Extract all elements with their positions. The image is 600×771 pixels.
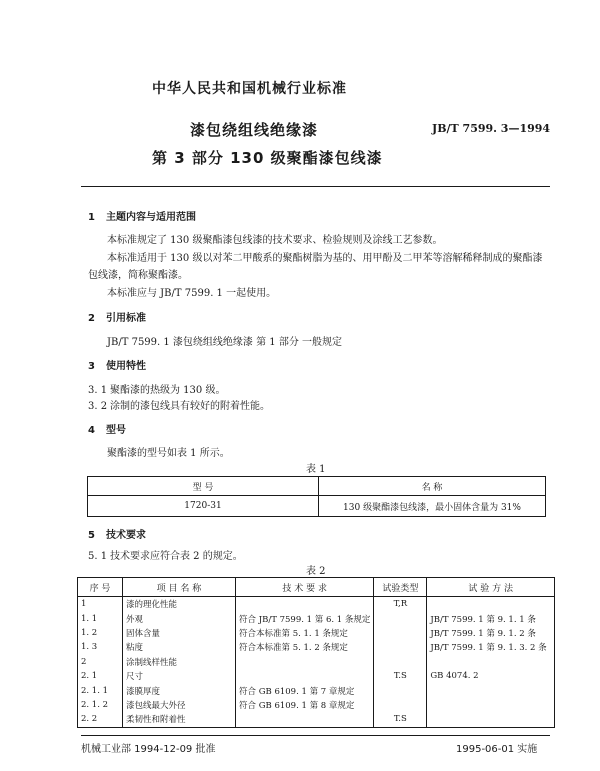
cell-seq: 2. 2 bbox=[78, 712, 123, 727]
document-title: 漆包绕组线绝缘漆 bbox=[190, 121, 319, 139]
section-title: 使用特性 bbox=[106, 361, 146, 372]
cell-requirement bbox=[236, 597, 374, 612]
implementation-date: 1995-06-01 实施 bbox=[456, 744, 538, 755]
cell-test-type bbox=[374, 698, 427, 712]
table-1-caption: 表 1 bbox=[306, 464, 326, 475]
cell-requirement bbox=[236, 712, 374, 727]
clause-number: 5. 1 bbox=[88, 551, 108, 562]
table-row bbox=[78, 712, 555, 727]
column-header-item: 项 目 名 称 bbox=[123, 578, 236, 597]
table-header-row bbox=[78, 578, 555, 597]
section-number: 5 bbox=[88, 530, 95, 541]
cell-model: 1720-31 bbox=[88, 496, 319, 517]
cell-test-method bbox=[427, 597, 555, 612]
header-divider bbox=[81, 186, 550, 187]
cell-test-type: T.S bbox=[374, 712, 427, 727]
cell-test-type bbox=[374, 655, 427, 669]
table-row bbox=[78, 683, 555, 697]
cell-seq: 2 bbox=[78, 655, 123, 669]
section-number: 4 bbox=[88, 425, 95, 436]
standard-number: JB/T 7599. 3—1994 bbox=[432, 122, 551, 135]
cell-seq: 1. 3 bbox=[78, 640, 123, 654]
cell-seq: 1 bbox=[78, 597, 123, 612]
cell-test-method bbox=[427, 655, 555, 669]
cell-item: 漆的理化性能 bbox=[123, 597, 236, 612]
cell-name: 130 级聚酯漆包线漆，最小固体含量为 31% bbox=[319, 496, 546, 517]
clause-number: 3. 2 bbox=[88, 401, 108, 412]
cell-item: 外观 bbox=[123, 611, 236, 625]
table-row bbox=[78, 626, 555, 640]
section-1-paragraph-3: 本标准应与 JB/T 7599. 1 一起使用。 bbox=[107, 288, 277, 299]
cell-test-method: JB/T 7599. 1 第 9. 1. 2 条 bbox=[427, 626, 555, 640]
document-subtitle: 第 3 部分 130 级聚酯漆包线漆 bbox=[152, 149, 383, 167]
cell-test-method: GB 4074. 2 bbox=[427, 669, 555, 683]
cell-requirement: 符合本标准第 5. 1. 1 条规定 bbox=[236, 626, 374, 640]
column-header-test-method: 试 验 方 法 bbox=[427, 578, 555, 597]
clause-text: 聚酯漆的热级为 130 级。 bbox=[110, 385, 226, 396]
cell-test-type bbox=[374, 626, 427, 640]
cell-test-type bbox=[374, 640, 427, 654]
section-number: 3 bbox=[88, 361, 95, 372]
cell-item: 固体含量 bbox=[123, 626, 236, 640]
section-3-heading bbox=[88, 357, 146, 372]
footer-divider bbox=[81, 735, 550, 736]
table-row bbox=[78, 640, 555, 654]
column-header-seq: 序 号 bbox=[78, 578, 123, 597]
table-header-row bbox=[88, 477, 546, 496]
section-number: 1 bbox=[88, 212, 95, 223]
table-row bbox=[78, 669, 555, 683]
approval-date: 机械工业部 1994-12-09 批准 bbox=[81, 744, 216, 755]
section-4-heading bbox=[88, 421, 126, 436]
table-2-caption: 表 2 bbox=[306, 566, 326, 577]
cell-test-type: T,R bbox=[374, 597, 427, 612]
cell-item: 柔韧性和附着性 bbox=[123, 712, 236, 727]
clause-text: 涂制的漆包线具有较好的附着性能。 bbox=[110, 401, 270, 412]
section-title: 技术要求 bbox=[106, 530, 146, 541]
cell-requirement: 符合本标准第 5. 1. 2 条规定 bbox=[236, 640, 374, 654]
cell-requirement: 符合 GB 6109. 1 第 8 章规定 bbox=[236, 698, 374, 712]
section-4-paragraph: 聚酯漆的型号如表 1 所示。 bbox=[107, 448, 230, 459]
clause-3-1 bbox=[88, 381, 225, 396]
table-row bbox=[78, 597, 555, 612]
table-row bbox=[78, 611, 555, 625]
table-1 bbox=[87, 476, 546, 517]
cell-item: 尺寸 bbox=[123, 669, 236, 683]
cell-item: 漆膜厚度 bbox=[123, 683, 236, 697]
table-row bbox=[78, 655, 555, 669]
section-1-paragraph-1: 本标准规定了 130 级聚酯漆包线漆的技术要求、检验规则及涂线工艺参数。 bbox=[107, 235, 443, 246]
section-title: 主题内容与适用范围 bbox=[106, 212, 196, 223]
column-header-test-type: 试验类型 bbox=[374, 578, 427, 597]
column-header-requirement: 技 术 要 求 bbox=[236, 578, 374, 597]
cell-seq: 1. 2 bbox=[78, 626, 123, 640]
referenced-standard: JB/T 7599. 1 漆包绕组线绝缘漆 第 1 部分 一般规定 bbox=[107, 337, 342, 348]
cell-seq: 1. 1 bbox=[78, 611, 123, 625]
column-header-model: 型 号 bbox=[88, 477, 319, 496]
issuing-authority: 中华人民共和国机械行业标准 bbox=[152, 81, 347, 97]
cell-seq: 2. 1 bbox=[78, 669, 123, 683]
cell-seq: 2. 1. 1 bbox=[78, 683, 123, 697]
cell-test-type: T.S bbox=[374, 669, 427, 683]
section-title: 引用标准 bbox=[106, 313, 146, 324]
table-2 bbox=[77, 577, 555, 728]
cell-item: 粘度 bbox=[123, 640, 236, 654]
clause-5-1 bbox=[88, 547, 243, 562]
cell-requirement: 符合 JB/T 7599. 1 第 6. 1 条规定 bbox=[236, 611, 374, 625]
section-5-heading bbox=[88, 526, 146, 541]
cell-test-method bbox=[427, 712, 555, 727]
section-1-paragraph-2: 本标准适用于 130 级以对苯二甲酸系的聚酯树脂为基的、用甲酚及二甲苯等溶解稀释制成的聚酯漆包线漆，简称聚酯漆。 bbox=[88, 253, 543, 281]
cell-test-method bbox=[427, 698, 555, 712]
section-1-heading bbox=[88, 208, 196, 223]
clause-text: 技术要求应符合表 2 的规定。 bbox=[110, 551, 243, 562]
clause-number: 3. 1 bbox=[88, 385, 108, 396]
cell-item: 漆包线最大外径 bbox=[123, 698, 236, 712]
cell-test-method bbox=[427, 683, 555, 697]
cell-test-type bbox=[374, 683, 427, 697]
table-row bbox=[88, 496, 546, 517]
column-header-name: 名 称 bbox=[319, 477, 546, 496]
cell-requirement: 符合 GB 6109. 1 第 7 章规定 bbox=[236, 683, 374, 697]
clause-3-2 bbox=[88, 397, 270, 412]
table-row bbox=[78, 698, 555, 712]
section-2-heading bbox=[88, 309, 146, 324]
cell-test-method: JB/T 7599. 1 第 9. 1. 1 条 bbox=[427, 611, 555, 625]
cell-requirement bbox=[236, 655, 374, 669]
cell-item: 涂制线样性能 bbox=[123, 655, 236, 669]
section-number: 2 bbox=[88, 313, 95, 324]
cell-requirement bbox=[236, 669, 374, 683]
cell-seq: 2. 1. 2 bbox=[78, 698, 123, 712]
cell-test-method: JB/T 7599. 1 第 9. 1. 3. 2 条 bbox=[427, 640, 555, 654]
cell-test-type bbox=[374, 611, 427, 625]
section-title: 型号 bbox=[106, 425, 126, 436]
